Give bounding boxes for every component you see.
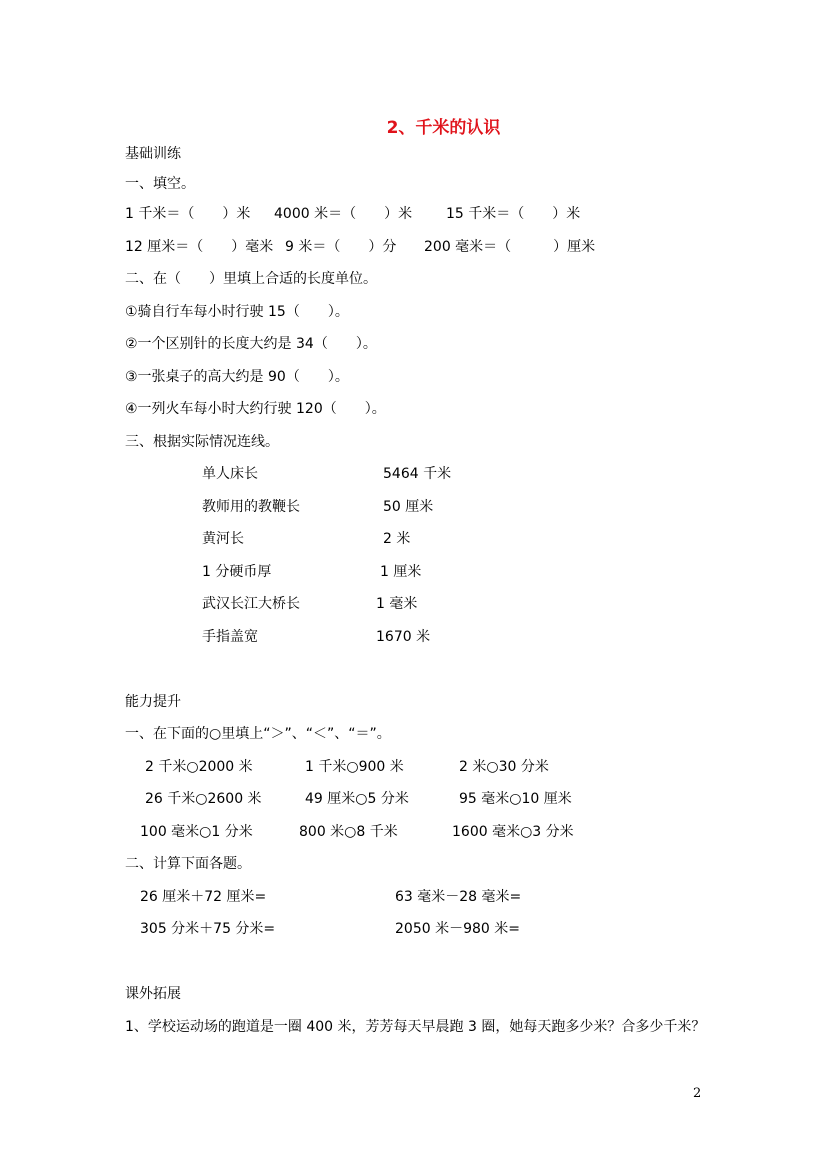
fill-item: 9 米＝（ ）分 bbox=[285, 239, 397, 255]
calc-item: 63 毫米－28 毫米= bbox=[395, 889, 522, 905]
compare-item: 49 厘米○5 分米 bbox=[305, 791, 409, 807]
compare-item: 1600 毫米○3 分米 bbox=[452, 824, 574, 840]
match-heading: 三、根据实际情况连线。 bbox=[125, 434, 279, 450]
page-number: 2 bbox=[693, 1086, 702, 1101]
match-left-item: 单人床长 bbox=[202, 466, 258, 482]
compare-item: 100 毫米○1 分米 bbox=[140, 824, 253, 840]
units-item: ④一列火车每小时大约行驶 120（ ）。 bbox=[125, 401, 386, 417]
section-heading-extension: 课外拓展 bbox=[125, 986, 181, 1002]
page-title: 2、千米的认识 bbox=[386, 118, 501, 138]
units-item: ②一个区别针的长度大约是 34（ ）。 bbox=[125, 336, 377, 352]
section-heading-ability: 能力提升 bbox=[125, 694, 181, 710]
compare-item: 800 米○8 千米 bbox=[299, 824, 398, 840]
fill-item: 200 毫米＝（ ）厘米 bbox=[424, 239, 596, 255]
compare-item: 2 米○30 分米 bbox=[459, 759, 549, 775]
compare-item: 26 千米○2600 米 bbox=[145, 791, 262, 807]
units-heading: 二、在（ ）里填上合适的长度单位。 bbox=[125, 271, 377, 287]
compare-item: 95 毫米○10 厘米 bbox=[459, 791, 572, 807]
extension-question: 1、学校运动场的跑道是一圈 400 米，芳芳每天早晨跑 3 圈，她每天跑多少米？合多少千米？ bbox=[125, 1019, 706, 1035]
fill-heading: 一、填空。 bbox=[125, 176, 195, 192]
match-right-item: 1 厘米 bbox=[380, 564, 422, 580]
fill-item: 15 千米＝（ ）米 bbox=[446, 206, 581, 222]
match-left-item: 手指盖宽 bbox=[202, 629, 258, 645]
calc-item: 305 分米＋75 分米= bbox=[140, 921, 276, 937]
match-left-item: 武汉长江大桥长 bbox=[202, 596, 300, 612]
match-left-item: 1 分硬币厚 bbox=[202, 564, 272, 580]
match-right-item: 2 米 bbox=[383, 531, 411, 547]
fill-item: 4000 米＝（ ）米 bbox=[274, 206, 413, 222]
compare-item: 2 千米○2000 米 bbox=[145, 759, 253, 775]
calc-item: 26 厘米＋72 厘米= bbox=[140, 889, 267, 905]
match-left-item: 黄河长 bbox=[202, 531, 244, 547]
match-right-item: 50 厘米 bbox=[383, 499, 434, 515]
match-left-item: 教师用的教鞭长 bbox=[202, 499, 300, 515]
compare-heading: 一、在下面的○里填上“＞”、“＜”、“＝”。 bbox=[125, 726, 391, 742]
units-item: ①骑自行车每小时行驶 15（ ）。 bbox=[125, 304, 349, 320]
calc-heading: 二、计算下面各题。 bbox=[125, 856, 251, 872]
match-right-item: 5464 千米 bbox=[383, 466, 452, 482]
compare-item: 1 千米○900 米 bbox=[305, 759, 404, 775]
units-item: ③一张桌子的高大约是 90（ ）。 bbox=[125, 369, 349, 385]
section-heading-basic: 基础训练 bbox=[125, 146, 181, 162]
match-right-item: 1670 米 bbox=[376, 629, 431, 645]
calc-item: 2050 米－980 米= bbox=[395, 921, 520, 937]
fill-item: 1 千米＝（ ）米 bbox=[125, 206, 251, 222]
fill-item: 12 厘米＝（ ）毫米 bbox=[125, 239, 274, 255]
match-right-item: 1 毫米 bbox=[376, 596, 418, 612]
